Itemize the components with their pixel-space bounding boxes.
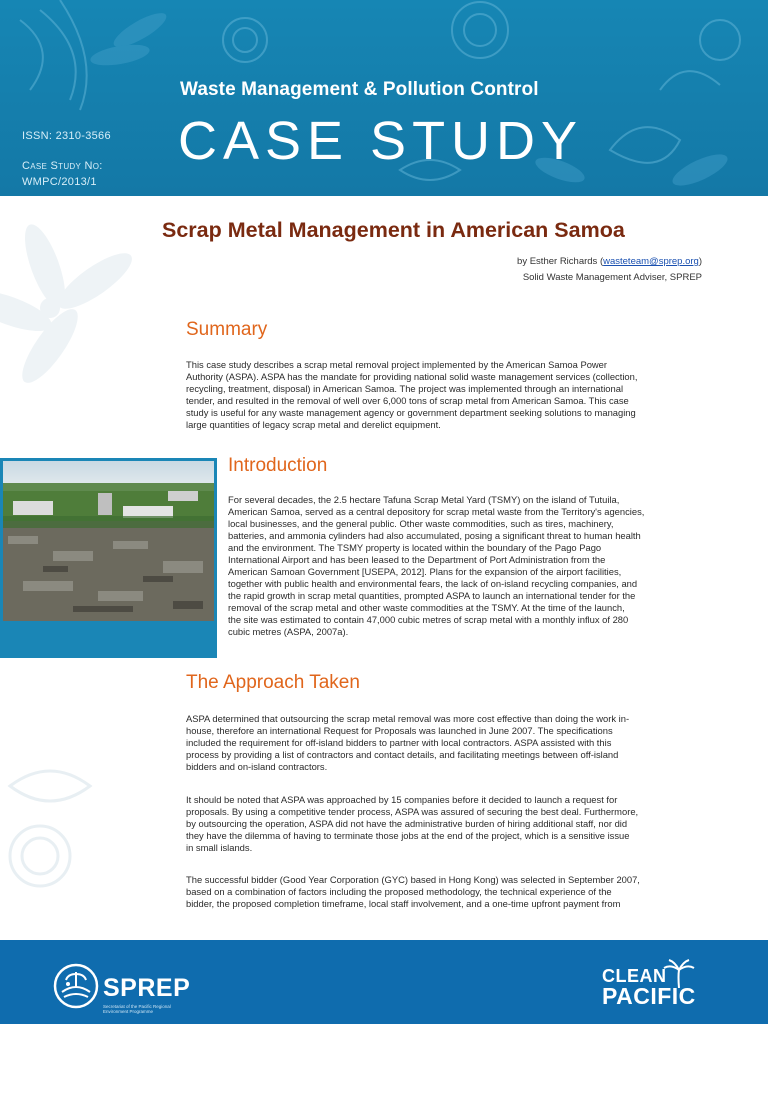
introduction-paragraph (228, 494, 702, 638)
text-line: included the requirement for off-island bidders to partner with local contractors. ASPA assisted with this (186, 737, 612, 748)
text-line: by outsourcing the operation, ASPA did not have the administrative burden of hiring additional staff, nor did (186, 818, 628, 829)
text-line: proposals. By using a competitive tender process, ASPA was assured of securing the best deal. Furthermore, (186, 806, 639, 817)
text-line: American Samoan Government [USEPA, 2012]. Plans for the expansion of the airport facilities, (228, 566, 622, 577)
header-banner (0, 0, 768, 196)
author-role: Solid Waste Management Adviser, SPREP (522, 272, 702, 283)
text-line: recycling, treatment, disposal) in American Samoa. The project was implemented through an international (186, 383, 624, 394)
text-line: This case study describes a scrap metal removal project implemented by the American Samoa Power (186, 359, 608, 370)
summary-heading: Summary (186, 319, 268, 340)
approach-heading: The Approach Taken (186, 672, 360, 693)
text-line: removal of the scrap metal and other waste commodities at the TSMY. At the time of the launch, (228, 602, 625, 613)
text-line: For several decades, the 2.5 hectare Tafuna Scrap Metal Yard (TSMY) on the island of Tutuila, (228, 494, 620, 505)
text-line: large quantities of legacy scrap metal and derelict equipment. (186, 419, 441, 430)
text-line: study is useful for any waste management agency or government department seeking solutions to managing (186, 407, 636, 418)
caption-line: Aerial view of scrap metal yard (38, 1083, 179, 1094)
text-line: Authority (ASPA). ASPA has the mandate for providing national solid waste management services (collection, (186, 371, 638, 382)
author-byline (517, 254, 702, 286)
text-line: bidder, the proposed completion timeframe, local staff involvement, and a one-time upfront payment from (186, 898, 621, 909)
case-study-number-label: Case Study No: (22, 160, 103, 172)
text-line: bidders and on-island contractors. (186, 761, 328, 772)
caption-line: (Aerial view, n.d) (70, 1096, 147, 1107)
case-study-code: WMPC/2013/1 (22, 176, 97, 188)
text-line: house, therefore an international Request for Proposals was launched in June 2007. The specifications (186, 725, 613, 736)
text-line: together with public health and environmental fears, the lack of on-island recycling companies, and (228, 578, 638, 589)
text-line: tender, and resulted in the removal of well over 6,000 tons of scrap metal from American Samoa. This case (186, 395, 629, 406)
clean-pacific-logo-clean: CLEAN (602, 966, 667, 986)
summary-paragraph (186, 359, 702, 431)
approach-paragraph-1 (186, 713, 702, 773)
text-line: they have the dilemma of having to terminate those jobs at the end of the project, which is a sensitive issue (186, 830, 630, 841)
sprep-subtitle: Secretariat of the Pacific Regional Environment Programme (103, 1004, 171, 1014)
text-line: and the environment. The TSMY property is located within the boundary of the Pago Pago (228, 542, 602, 553)
document-title: Scrap Metal Management in American Samoa (162, 218, 625, 242)
text-line: ASPA determined that outsourcing the scrap metal removal was more cost effective than doing the work in- (186, 713, 630, 724)
sprep-logo-text: SPREP (103, 974, 191, 1002)
sprep-logo-icon (52, 962, 100, 1010)
photo-caption (3, 1082, 214, 1108)
text-line: It should be noted that ASPA was approached by 15 companies before it decided to launch a request for (186, 794, 618, 805)
case-study-title: CASE STUDY (178, 111, 584, 171)
text-line: the rapid growth in scrap metal quantities, prompted ASPA to launch an international tender for the (228, 590, 636, 601)
byline-suffix: ) (698, 256, 702, 267)
text-line: The successful bidder (Good Year Corporation (GYC) based in Hong Kong) was selected in September 2007, (186, 874, 640, 885)
text-line: local businesses, and the general public. Other waste commodities, such as tires, machinery, (228, 518, 614, 529)
text-line: International Airport and has been leased to the Department of Port Administration from the (228, 554, 606, 565)
publication-series: Waste Management & Pollution Control (180, 79, 539, 100)
text-line: process by providing a list of contractors and contact details, and facilitating meetings between off-island (186, 749, 619, 760)
approach-paragraph-2 (186, 794, 702, 854)
text-line: batteries, and ammonia cylinders had also accumulated, posing a significant threat to human health (228, 530, 641, 541)
clean-pacific-logo-pacific: PACIFIC (602, 983, 696, 1009)
issn-label: ISSN: 2310-3566 (22, 130, 111, 142)
text-line: in small islands. (186, 842, 253, 853)
text-line: American Samoa, served as a central depository for scrap metal waste from the Territory's agencies, (228, 506, 645, 517)
approach-paragraph-3 (186, 874, 702, 910)
introduction-heading: Introduction (228, 455, 328, 476)
scrap-yard-photo (3, 461, 214, 621)
text-line: the site was estimated to contain 47,000 cubic metres of scrap metal with a monthly influx of 280 (228, 614, 629, 625)
text-line: based on a combination of factors including the proposed methodology, the technical experience of the (186, 886, 612, 897)
text-line: cubic metres (ASPA, 2007a). (228, 626, 349, 637)
byline-prefix: by Esther Richards ( (517, 256, 604, 267)
author-email-link[interactable]: wasteteam@sprep.org (603, 256, 699, 267)
